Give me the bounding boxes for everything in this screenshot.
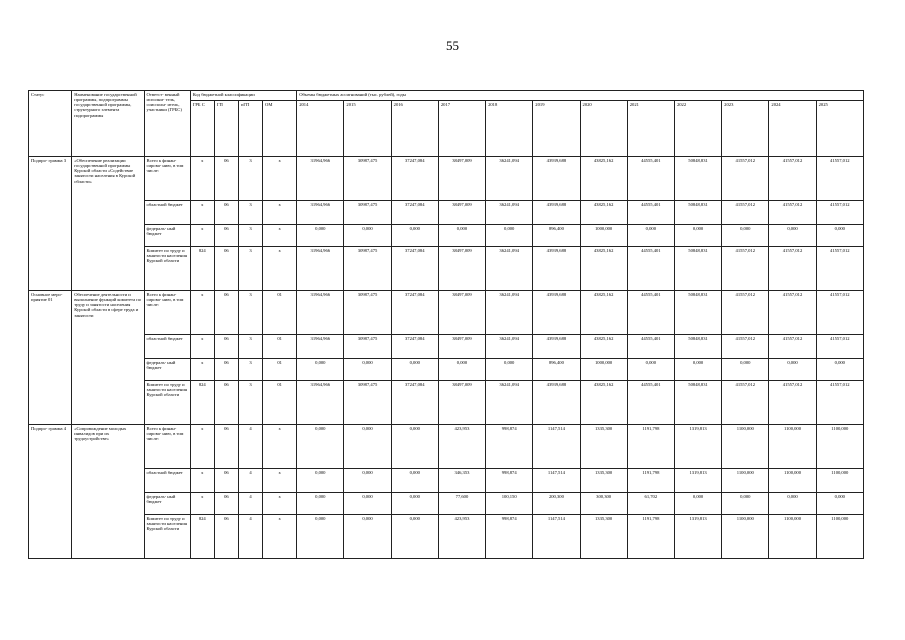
- row-status: Основное меро- приятие 01: [29, 291, 72, 425]
- table-row: [29, 381, 864, 425]
- table-row: [29, 335, 864, 359]
- amount-cell: 41557,012: [722, 381, 769, 425]
- amount-cell: 37247,084: [391, 247, 438, 291]
- row-funding-source: Всего к финан- сирова- нию, в том числе:: [144, 425, 190, 469]
- header-year: 2023: [722, 101, 769, 157]
- amount-cell: 1335,300: [580, 515, 627, 559]
- budget-code-cell: 3: [238, 291, 262, 335]
- amount-cell: 43825,162: [580, 381, 627, 425]
- header-year: 2017: [438, 101, 485, 157]
- amount-cell: 41557,012: [816, 335, 863, 359]
- row-status: Подпро- грамма 4: [29, 425, 72, 559]
- budget-code-cell: 06: [214, 381, 238, 425]
- amount-cell: 50848,831: [674, 291, 721, 335]
- budget-code-cell: 3: [238, 247, 262, 291]
- amount-cell: 0,000: [297, 493, 344, 515]
- amount-cell: 30987,475: [344, 335, 391, 359]
- row-funding-source: федераль- ный бюджет: [144, 225, 190, 247]
- amount-cell: 31964,966: [297, 247, 344, 291]
- amount-cell: 41557,012: [722, 157, 769, 201]
- amount-cell: 100,150: [486, 493, 533, 515]
- header-year: 2015: [344, 101, 391, 157]
- amount-cell: 1100,000: [816, 469, 863, 493]
- budget-code-cell: 06: [214, 515, 238, 559]
- amount-cell: 1147,514: [533, 469, 580, 493]
- amount-cell: 0,000: [769, 359, 816, 381]
- amount-cell: 50848,831: [674, 381, 721, 425]
- budget-code-cell: х: [263, 247, 297, 291]
- amount-cell: 1100,000: [722, 469, 769, 493]
- budget-code-cell: 3: [238, 335, 262, 359]
- budget-code-cell: х: [263, 157, 297, 201]
- header-budget-code: Код бюджетной классификации: [190, 91, 296, 101]
- budget-code-cell: 824: [190, 515, 214, 559]
- budget-code-cell: х: [190, 335, 214, 359]
- amount-cell: 0,000: [627, 359, 674, 381]
- amount-cell: 43939,688: [533, 157, 580, 201]
- amount-cell: 0,000: [391, 469, 438, 493]
- amount-cell: 41557,012: [722, 247, 769, 291]
- amount-cell: 0,000: [486, 225, 533, 247]
- budget-code-cell: 06: [214, 291, 238, 335]
- amount-cell: 200,300: [533, 493, 580, 515]
- amount-cell: 43939,688: [533, 335, 580, 359]
- amount-cell: 423,953: [438, 515, 485, 559]
- budget-code-cell: х: [263, 425, 297, 469]
- table-row: [29, 469, 864, 493]
- amount-cell: 43825,162: [580, 157, 627, 201]
- amount-cell: 0,000: [297, 359, 344, 381]
- header-year: 2016: [391, 101, 438, 157]
- row-program-name: «Сопровождение молодых инвалидов при их трудоустройстве»: [72, 425, 144, 559]
- header-year: 2021: [627, 101, 674, 157]
- amount-cell: 41557,012: [722, 335, 769, 359]
- budget-code-cell: 06: [214, 359, 238, 381]
- amount-cell: 30987,475: [344, 201, 391, 225]
- amount-cell: 0,000: [674, 225, 721, 247]
- amount-cell: 41557,012: [769, 381, 816, 425]
- budget-code-cell: х: [263, 225, 297, 247]
- amount-cell: 31964,966: [297, 335, 344, 359]
- amount-cell: 0,000: [674, 493, 721, 515]
- table-row: [29, 425, 864, 469]
- amount-cell: 41557,012: [769, 201, 816, 225]
- budget-code-cell: х: [190, 469, 214, 493]
- page-number: 55: [446, 38, 459, 53]
- amount-cell: 44555,401: [627, 335, 674, 359]
- row-funding-source: областной бюджет: [144, 201, 190, 225]
- row-program-name: «Обеспечение реализации государственной программы Курской области «Содействие занятости населения в Курской области»: [72, 157, 144, 291]
- amount-cell: 37247,084: [391, 157, 438, 201]
- amount-cell: 1319,813: [674, 515, 721, 559]
- amount-cell: 41557,012: [769, 335, 816, 359]
- amount-cell: 30987,475: [344, 247, 391, 291]
- amount-cell: 1191,798: [627, 425, 674, 469]
- budget-code-cell: х: [190, 359, 214, 381]
- amount-cell: 0,000: [816, 493, 863, 515]
- budget-code-cell: 4: [238, 425, 262, 469]
- amount-cell: 41557,012: [816, 291, 863, 335]
- amount-cell: 50848,831: [674, 247, 721, 291]
- budget-code-cell: 3: [238, 381, 262, 425]
- header-year: 2018: [486, 101, 533, 157]
- amount-cell: 0,000: [344, 469, 391, 493]
- budget-code-cell: 06: [214, 225, 238, 247]
- amount-cell: 43825,162: [580, 247, 627, 291]
- table-row: [29, 359, 864, 381]
- amount-cell: 43939,688: [533, 291, 580, 335]
- amount-cell: 43939,688: [533, 247, 580, 291]
- amount-cell: 1147,514: [533, 425, 580, 469]
- amount-cell: 0,000: [438, 359, 485, 381]
- budget-code-cell: 06: [214, 201, 238, 225]
- amount-cell: 896,400: [533, 359, 580, 381]
- amount-cell: 0,000: [722, 493, 769, 515]
- row-program-name: Обеспечение деятельности и выполнение функций комитета по труду и занятости населения Курской области в сфере труда и занятости: [72, 291, 144, 425]
- amount-cell: 36241,094: [486, 291, 533, 335]
- amount-cell: 61,702: [627, 493, 674, 515]
- budget-code-cell: 01: [263, 381, 297, 425]
- row-funding-source: Всего к финан- сирова- нию, в том числе:: [144, 157, 190, 201]
- row-funding-source: Комитет по труду и занятости населения Курской области: [144, 515, 190, 559]
- budget-code-cell: 3: [238, 201, 262, 225]
- amount-cell: 38497,009: [438, 247, 485, 291]
- amount-cell: 346,353: [438, 469, 485, 493]
- budget-code-cell: х: [190, 291, 214, 335]
- amount-cell: 0,000: [722, 359, 769, 381]
- amount-cell: 1100,000: [816, 425, 863, 469]
- row-funding-source: Всего к финан- сирова- нию, в том числе:: [144, 291, 190, 335]
- amount-cell: 44555,401: [627, 201, 674, 225]
- amount-cell: 41557,012: [816, 201, 863, 225]
- row-status: Подпро- грамма 3: [29, 157, 72, 291]
- row-funding-source: федераль- ный бюджет: [144, 493, 190, 515]
- amount-cell: 36241,094: [486, 335, 533, 359]
- amount-cell: 0,000: [486, 359, 533, 381]
- budget-code-cell: х: [263, 515, 297, 559]
- amount-cell: 0,000: [391, 493, 438, 515]
- amount-cell: 77,600: [438, 493, 485, 515]
- amount-cell: 43825,162: [580, 335, 627, 359]
- amount-cell: 43825,162: [580, 201, 627, 225]
- amount-cell: 31964,966: [297, 157, 344, 201]
- amount-cell: 1100,000: [769, 425, 816, 469]
- amount-cell: 43939,688: [533, 381, 580, 425]
- amount-cell: 0,000: [391, 225, 438, 247]
- amount-cell: 1335,300: [580, 469, 627, 493]
- amount-cell: 300,300: [580, 493, 627, 515]
- amount-cell: 0,000: [816, 225, 863, 247]
- amount-cell: 0,000: [391, 515, 438, 559]
- amount-cell: 41557,012: [722, 291, 769, 335]
- amount-cell: 0,000: [297, 515, 344, 559]
- budget-code-cell: х: [263, 493, 297, 515]
- amount-cell: 36241,094: [486, 247, 533, 291]
- amount-cell: 0,000: [344, 493, 391, 515]
- amount-cell: 1100,000: [769, 515, 816, 559]
- amount-cell: 38497,009: [438, 201, 485, 225]
- amount-cell: 1100,000: [816, 515, 863, 559]
- amount-cell: 44555,401: [627, 247, 674, 291]
- budget-code-cell: 06: [214, 247, 238, 291]
- amount-cell: 30987,475: [344, 381, 391, 425]
- budget-code-cell: х: [190, 493, 214, 515]
- amount-cell: 1335,300: [580, 425, 627, 469]
- budget-code-cell: х: [190, 157, 214, 201]
- budget-code-cell: 01: [263, 335, 297, 359]
- amount-cell: 37247,084: [391, 335, 438, 359]
- amount-cell: 423,953: [438, 425, 485, 469]
- table-row: [29, 247, 864, 291]
- amount-cell: 30987,475: [344, 157, 391, 201]
- header-code-col: пГП: [238, 101, 262, 157]
- table-row: [29, 157, 864, 201]
- amount-cell: 41557,012: [816, 381, 863, 425]
- header-code-col: ОМ: [263, 101, 297, 157]
- header-volumes: Объемы бюджетных ассигнований (тыс. рублей), годы: [297, 91, 864, 101]
- table-row: [29, 201, 864, 225]
- budget-code-cell: 01: [263, 291, 297, 335]
- row-funding-source: федераль- ный бюджет: [144, 359, 190, 381]
- amount-cell: 0,000: [297, 425, 344, 469]
- header-year: 2014: [297, 101, 344, 157]
- amount-cell: 0,000: [769, 225, 816, 247]
- amount-cell: 0,000: [438, 225, 485, 247]
- budget-code-cell: 3: [238, 225, 262, 247]
- amount-cell: 36241,094: [486, 381, 533, 425]
- amount-cell: 0,000: [344, 225, 391, 247]
- amount-cell: 0,000: [297, 225, 344, 247]
- amount-cell: 1319,813: [674, 469, 721, 493]
- amount-cell: 50848,831: [674, 201, 721, 225]
- budget-code-cell: 4: [238, 469, 262, 493]
- amount-cell: 998,874: [486, 469, 533, 493]
- amount-cell: 31964,966: [297, 291, 344, 335]
- budget-code-cell: х: [190, 201, 214, 225]
- header-year: 2020: [580, 101, 627, 157]
- header-name: Наименование государственной программы, подпрограммы государственной программы, структурного элемента подпрограммы: [72, 91, 144, 157]
- amount-cell: 1100,000: [722, 425, 769, 469]
- row-funding-source: Комитет по труду и занятости населения Курской области: [144, 381, 190, 425]
- amount-cell: 50848,831: [674, 157, 721, 201]
- budget-code-cell: 06: [214, 425, 238, 469]
- amount-cell: 0,000: [344, 359, 391, 381]
- amount-cell: 0,000: [391, 425, 438, 469]
- amount-cell: 896,400: [533, 225, 580, 247]
- amount-cell: 0,000: [674, 359, 721, 381]
- amount-cell: 0,000: [344, 515, 391, 559]
- budget-code-cell: х: [263, 469, 297, 493]
- header-year: 2025: [816, 101, 863, 157]
- amount-cell: 44555,401: [627, 291, 674, 335]
- amount-cell: 30987,475: [344, 291, 391, 335]
- amount-cell: 1191,798: [627, 469, 674, 493]
- header-year: 2022: [674, 101, 721, 157]
- budget-table: [28, 90, 864, 559]
- budget-code-cell: х: [190, 225, 214, 247]
- amount-cell: 1191,798: [627, 515, 674, 559]
- budget-code-cell: 4: [238, 493, 262, 515]
- amount-cell: 998,874: [486, 515, 533, 559]
- budget-code-cell: х: [263, 201, 297, 225]
- amount-cell: 41557,012: [816, 157, 863, 201]
- row-funding-source: Комитет по труду и занятости населения Курской области: [144, 247, 190, 291]
- table-body: [29, 157, 864, 559]
- header-responsible: Ответст- венный исполни- тель, соисполн- итель, участники (ГРБС): [144, 91, 190, 157]
- budget-code-cell: 06: [214, 335, 238, 359]
- amount-cell: 31964,966: [297, 201, 344, 225]
- amount-cell: 1000,000: [580, 225, 627, 247]
- amount-cell: 0,000: [391, 359, 438, 381]
- amount-cell: 38497,009: [438, 157, 485, 201]
- amount-cell: 41557,012: [769, 291, 816, 335]
- amount-cell: 38497,009: [438, 335, 485, 359]
- amount-cell: 41557,012: [816, 247, 863, 291]
- amount-cell: 38497,009: [438, 291, 485, 335]
- table-row: [29, 493, 864, 515]
- amount-cell: 31964,966: [297, 381, 344, 425]
- amount-cell: 0,000: [722, 225, 769, 247]
- table-row: [29, 291, 864, 335]
- amount-cell: 0,000: [297, 469, 344, 493]
- row-funding-source: областной бюджет: [144, 335, 190, 359]
- budget-code-cell: 824: [190, 381, 214, 425]
- budget-code-cell: 3: [238, 157, 262, 201]
- amount-cell: 37247,084: [391, 381, 438, 425]
- header-year: 2024: [769, 101, 816, 157]
- amount-cell: 998,874: [486, 425, 533, 469]
- amount-cell: 43825,162: [580, 291, 627, 335]
- amount-cell: 36241,094: [486, 157, 533, 201]
- header-code-col: ГП: [214, 101, 238, 157]
- amount-cell: 0,000: [769, 493, 816, 515]
- amount-cell: 44555,401: [627, 381, 674, 425]
- header-year: 2019: [533, 101, 580, 157]
- amount-cell: 1100,000: [769, 469, 816, 493]
- budget-code-cell: х: [190, 425, 214, 469]
- amount-cell: 50848,831: [674, 335, 721, 359]
- table-row: [29, 225, 864, 247]
- amount-cell: 43939,688: [533, 201, 580, 225]
- table-row: [29, 515, 864, 559]
- amount-cell: 41557,012: [769, 157, 816, 201]
- amount-cell: 37247,084: [391, 201, 438, 225]
- amount-cell: 1147,514: [533, 515, 580, 559]
- amount-cell: 37247,084: [391, 291, 438, 335]
- budget-code-cell: 3: [238, 359, 262, 381]
- row-funding-source: областной бюджет: [144, 469, 190, 493]
- amount-cell: 36241,094: [486, 201, 533, 225]
- amount-cell: 41557,012: [722, 201, 769, 225]
- header-code-col: ГРБ С: [190, 101, 214, 157]
- budget-code-cell: 06: [214, 157, 238, 201]
- amount-cell: 0,000: [816, 359, 863, 381]
- amount-cell: 1319,813: [674, 425, 721, 469]
- amount-cell: 44555,401: [627, 157, 674, 201]
- budget-code-cell: 4: [238, 515, 262, 559]
- amount-cell: 1100,000: [722, 515, 769, 559]
- budget-code-cell: 01: [263, 359, 297, 381]
- budget-code-cell: 06: [214, 469, 238, 493]
- amount-cell: 38497,009: [438, 381, 485, 425]
- amount-cell: 0,000: [344, 425, 391, 469]
- budget-code-cell: 824: [190, 247, 214, 291]
- budget-code-cell: 06: [214, 493, 238, 515]
- header-status: Статус: [29, 91, 72, 157]
- amount-cell: 41557,012: [769, 247, 816, 291]
- amount-cell: 1000,000: [580, 359, 627, 381]
- amount-cell: 0,000: [627, 225, 674, 247]
